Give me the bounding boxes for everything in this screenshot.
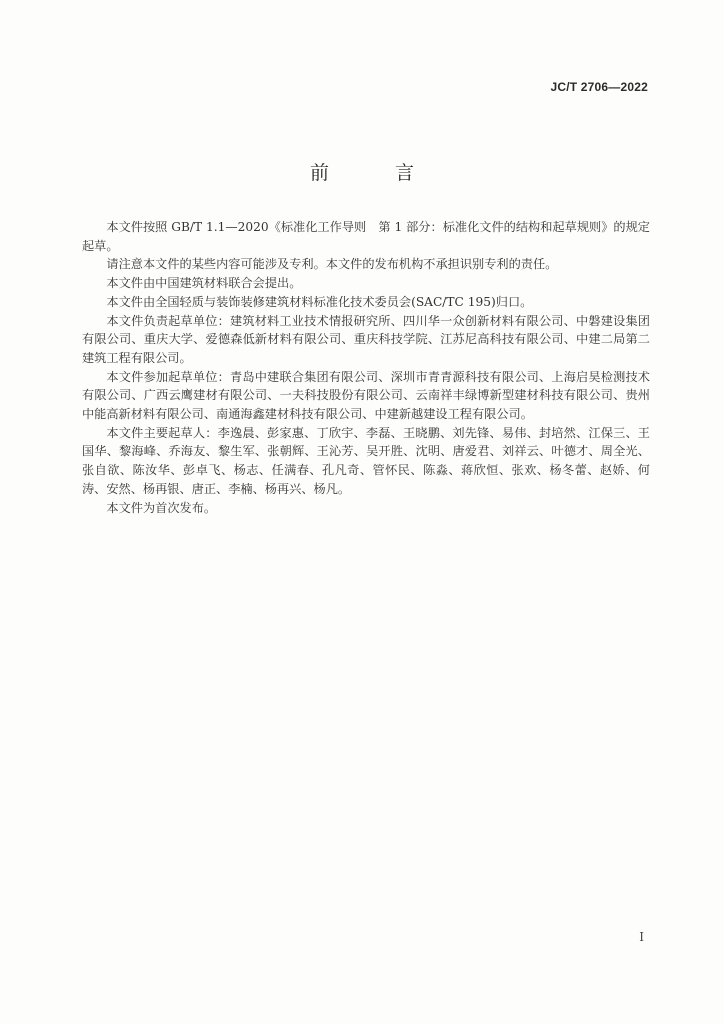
paragraph-committee: 本文件由全国轻质与装饰装修建筑材料标准化技术委员会(SAC/TC 195)归口。	[106, 294, 533, 309]
paragraph-first-release: 本文件为首次发布。	[106, 500, 217, 515]
paragraph-proposer: 本文件由中国建筑材料联合会提出。	[106, 276, 302, 291]
section-title: 前 言	[309, 162, 445, 184]
paragraph-participating-drafters: 本文件参加起草单位：青岛中建联合集团有限公司、深圳市青青源科技有限公司、上海启昊检测技术有限公司、广西云鹰建材有限公司、一夫科技股份有限公司、云南祥丰绿博新型建材科技有限公司、贵州中能高新材料有限公司、南通海鑫建材科技有限公司、中建新越建设工程有限公司。	[82, 369, 650, 422]
paragraph-main-drafters: 本文件主要起草人：李逸晨、彭家惠、丁欣宇、李磊、王晓鹏、刘先锋、易伟、封培然、江保三、王国华、黎海峰、乔海友、黎生军、张朝辉、王沁芳、吴开胜、沈明、唐爱君、刘祥云、叶德才、周全光、张自欲、陈汝华、彭卓飞、杨志、任满春、孔凡奇、管怀民、陈淼、蒋欣恒、张欢、杨冬蕾、赵娇、何涛、安然、杨再银、唐正、李楠、杨再兴、杨凡。	[82, 425, 650, 496]
paragraph-patent-notice: 请注意本文件的某些内容可能涉及专利。本文件的发布机构不承担识别专利的责任。	[106, 257, 558, 272]
page-number: I	[639, 930, 644, 944]
paragraph-drafting-rules: 本文件按照 GB/T 1.1—2020《标准化工作导则 第 1 部分：标准化文件的结构和起草规则》的规定起草。	[82, 220, 650, 253]
standard-code: JC/T 2706—2022	[550, 80, 648, 94]
paragraph-lead-drafters: 本文件负责起草单位：建筑材料工业技术情报研究所、四川华一众创新材料有限公司、中磐建设集团有限公司、重庆大学、爱德森低新材料有限公司、重庆科技学院、江苏尼高科技有限公司、中建二局第二建筑工程有限公司。	[82, 313, 650, 365]
foreword-body	[82, 218, 650, 517]
